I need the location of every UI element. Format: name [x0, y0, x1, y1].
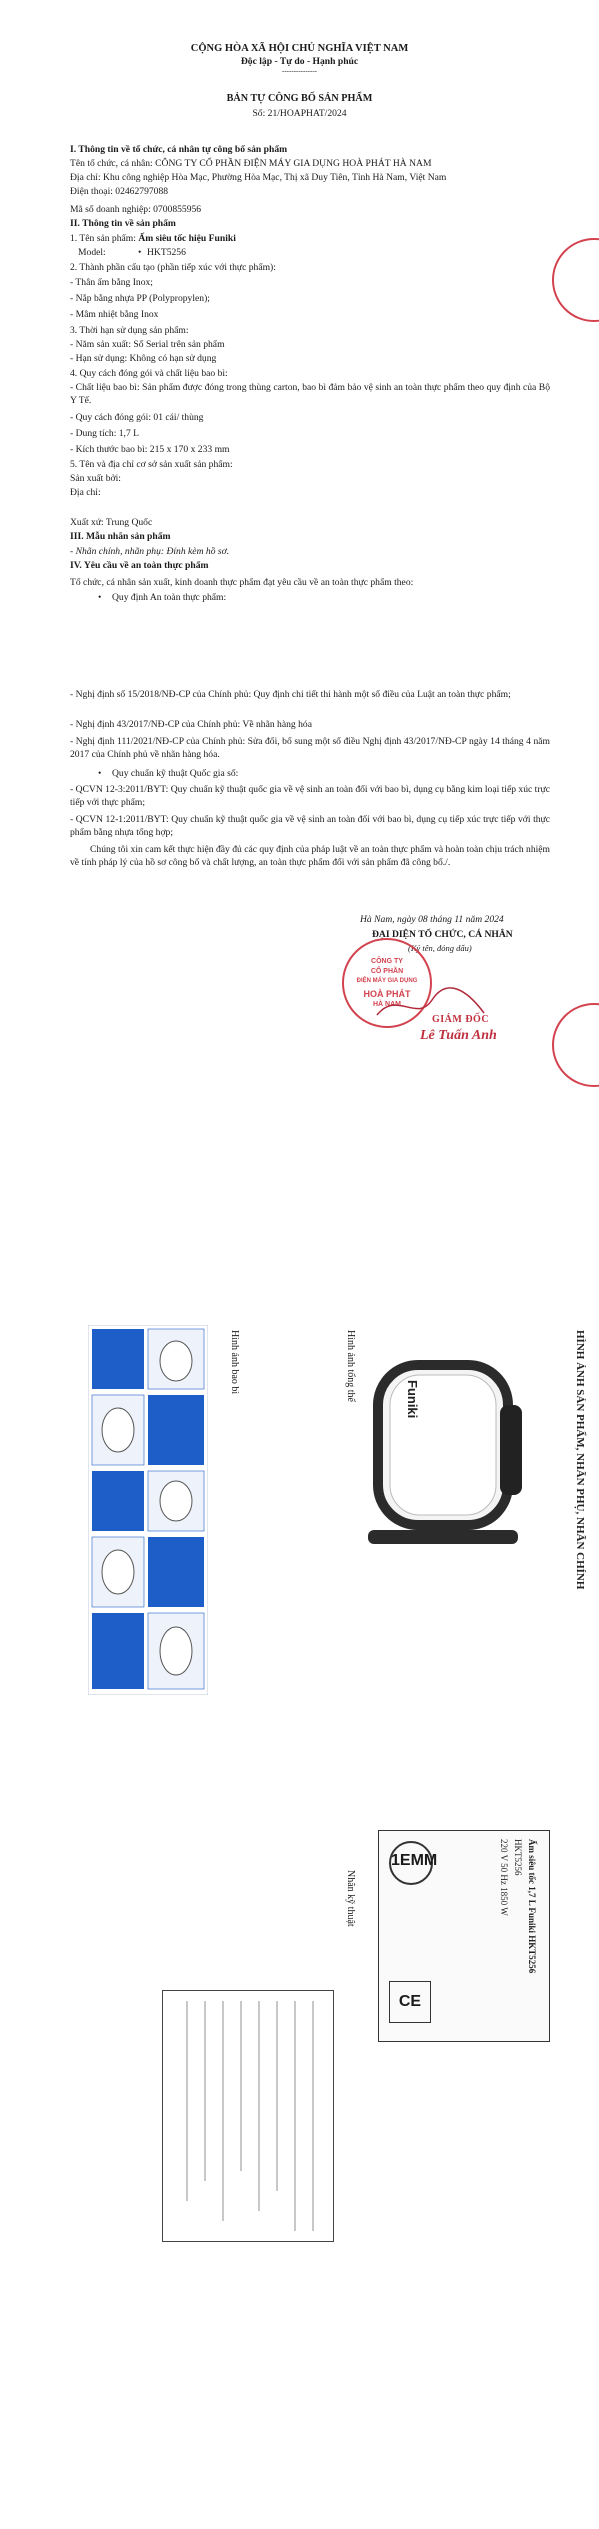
composition-heading: 2. Thành phần cấu tạo (phần tiếp xúc với thực phẩm): — [70, 262, 276, 273]
org-tax: Mã số doanh nghiệp: 0700855956 — [70, 204, 202, 215]
section-2-heading: II. Thông tin về sản phẩm — [70, 218, 176, 229]
spec-line-2: HKT5256 — [513, 1839, 523, 1876]
law-1: - Nghị định số 15/2018/NĐ-CP của Chính phủ: Quy định chi tiết thi hành một số điều của Luật an toàn thực phẩm; — [70, 689, 511, 700]
org-phone: Điện thoại: 02462797088 — [70, 186, 169, 197]
motto: Độc lập - Tự do - Hạnh phúc — [240, 56, 359, 67]
seal-line-2: CỔ PHẦN — [370, 968, 404, 975]
kettle-image — [360, 1345, 540, 1555]
appendix-title: HÌNH ẢNH SẢN PHẨM, NHÃN PHỤ, NHÃN CHÍNH — [574, 1330, 586, 1590]
composition-item-3: - Mâm nhiệt bằng Inox — [70, 309, 159, 320]
section-3-heading: III. Mẫu nhãn sản phẩm — [70, 531, 171, 542]
header-separator: --------------- — [282, 67, 317, 75]
edge-seal-top — [552, 238, 599, 322]
seal-line-5: HÀ NAM — [373, 1001, 401, 1008]
sign-date: Hà Nam, ngày 08 tháng 11 năm 2024 — [360, 914, 504, 925]
org-address: Địa chỉ: Khu công nghiệp Hòa Mạc, Phường Hòa Mạc, Thị xã Duy Tiên, Tỉnh Hà Nam, Việt Nam — [70, 172, 447, 183]
box-image-label: Hình ảnh bao bì — [229, 1330, 240, 1395]
packaging-item-2: - Quy cách đóng gói: 01 cái/ thùng — [70, 412, 204, 423]
commitment: Chúng tôi xin cam kết thực hiện đầy đủ các quy định của pháp luật về an toàn thực phẩm và hoàn toàn chịu trách nhiệm về tính pháp lý của hồ sơ công bố và chất lượng, an toàn thực phẩm đối với sản phẩm đã công bố./. — [70, 844, 550, 868]
sub-label-plate — [162, 1990, 334, 2242]
nation-heading: CỘNG HÒA XÃ HỘI CHỦ NGHĨA VIỆT NAM — [190, 43, 409, 54]
ce-mark: CE — [389, 1981, 431, 2023]
sign-note: (Ký tên, đóng dấu) — [408, 943, 472, 953]
bullet-food-safety — [70, 591, 550, 604]
packaging-item-1: - Chất liệu bao bì: Sản phẩm được đóng trong thùng carton, bao bì đảm bảo vệ sinh an toàn thực phẩm theo quy định của Bộ Y Tế. — [70, 382, 550, 406]
standard-1: - QCVN 12-3:2011/BYT: Quy chuẩn kỹ thuật quốc gia về vệ sinh an toàn đối với bao bì, dụng cụ bằng kim loại tiếp xúc trực tiếp với thực phẩm; — [70, 784, 550, 808]
shelf-life-item-1: - Năm sản xuất: Số Serial trên sản phẩm — [70, 339, 225, 350]
product-name: Ấm siêu tốc hiệu Funiki — [138, 233, 236, 244]
packaging-heading: 4. Quy cách đóng gói và chất liệu bao bì: — [70, 368, 228, 379]
representative: ĐẠI DIỆN TỔ CHỨC, CÁ NHÂN — [372, 929, 513, 940]
product-name-prefix: 1. Tên sản phẩm: — [70, 233, 139, 244]
origin: Xuất xứ: Trung Quốc — [70, 517, 153, 528]
spec-plate — [378, 1830, 550, 2042]
shelf-life-item-2: - Hạn sử dụng: Không có hạn sử dụng — [70, 353, 217, 364]
shelf-life-heading: 3. Thời hạn sử dụng sản phẩm: — [70, 325, 189, 336]
product-name-line — [70, 232, 550, 245]
packaging-item-3: - Dung tích: 1,7 L — [70, 428, 140, 439]
packaging-item-4: - Kích thước bao bì: 215 x 170 x 233 mm — [70, 444, 230, 455]
seal-line-1: CÔNG TY — [371, 958, 403, 965]
bullet-standards — [70, 767, 550, 780]
composition-item-2: - Nắp bằng nhựa PP (Polypropylen); — [70, 293, 210, 304]
label-note: - Nhãn chính, nhãn phụ: Đính kèm hồ sơ. — [70, 546, 230, 557]
manufacturer-heading: 5. Tên và địa chỉ cơ sở sản xuất sản phẩm: — [70, 459, 233, 470]
kettle-brand: Funiki — [405, 1380, 420, 1419]
bullet-standards-text: Quy chuẩn kỹ thuật Quốc gia số: — [112, 768, 239, 779]
spec-line-1: Ấm siêu tốc 1,7 L Funiki HKT5256 — [527, 1839, 537, 1974]
model-value: HKT5256 — [147, 247, 186, 258]
signer-role: GIÁM ĐỐC — [432, 1014, 490, 1025]
document-title: BẢN TỰ CÔNG BỐ SẢN PHẨM — [226, 93, 373, 104]
spec-line-3: 220 V 50 Hz 1850 W — [499, 1839, 509, 1916]
org-name: Tên tổ chức, cá nhân: CÔNG TY CỔ PHẦN ĐIỆN MÁY GIA DỤNG HOÀ PHÁT HÀ NAM — [70, 158, 432, 169]
section-4-heading: IV. Yêu cầu về an toàn thực phẩm — [70, 560, 209, 571]
manufacturer-address: Địa chỉ: — [70, 487, 101, 498]
edge-seal-bottom — [552, 1003, 599, 1087]
section-1-heading: I. Thông tin về tổ chức, cá nhân tự công bố sản phẩm — [70, 144, 288, 155]
composition-item-1: - Thân ấm bằng Inox; — [70, 277, 153, 288]
manufacturer-by: Sản xuất bởi: — [70, 473, 121, 484]
law-3: - Nghị định 111/2021/NĐ-CP của Chính phủ: Sửa đổi, bổ sung một số điều Nghị định 43/2017/NĐ-CP ngày 14 tháng 4 năm 2017 của Chính phủ về nhãn hàng hóa. — [70, 736, 550, 760]
spec-label: Nhãn kỹ thuật — [345, 1870, 356, 1927]
document-number: Số: 21/HOAPHAT/2024 — [252, 108, 347, 119]
law-2: - Nghị định 43/2017/NĐ-CP của Chính phủ: Về nhãn hàng hóa — [70, 719, 312, 730]
bullet-dot: • — [98, 768, 102, 779]
product-image-label: Hình ảnh tổng thể — [345, 1330, 356, 1402]
model-label: Model: — [78, 247, 106, 258]
bullet-food-safety-text: Quy định An toàn thực phẩm: — [112, 592, 227, 603]
model-bullet: • — [138, 247, 142, 258]
bullet-dot: • — [98, 592, 102, 603]
model-line — [70, 246, 550, 259]
standard-2: - QCVN 12-1:2011/BYT: Quy chuẩn kỹ thuật quốc gia về vệ sinh an toàn đối với bao bì, dụng cụ tiếp xúc trực tiếp với thực phẩm bằng nhựa tổng hợp; — [70, 814, 550, 838]
quality-badge: 1EMM — [389, 1841, 433, 1885]
section-4-intro: Tổ chức, cá nhân sản xuất, kinh doanh thực phẩm đạt yêu cầu về an toàn thực phẩm theo: — [70, 577, 414, 588]
seal-line-3: ĐIỆN MÁY GIA DỤNG — [356, 978, 418, 984]
box-net-image — [88, 1325, 208, 1695]
seal-line-4: HOÀ PHÁT — [363, 989, 411, 999]
signer-name: Lê Tuấn Anh — [420, 1028, 497, 1043]
